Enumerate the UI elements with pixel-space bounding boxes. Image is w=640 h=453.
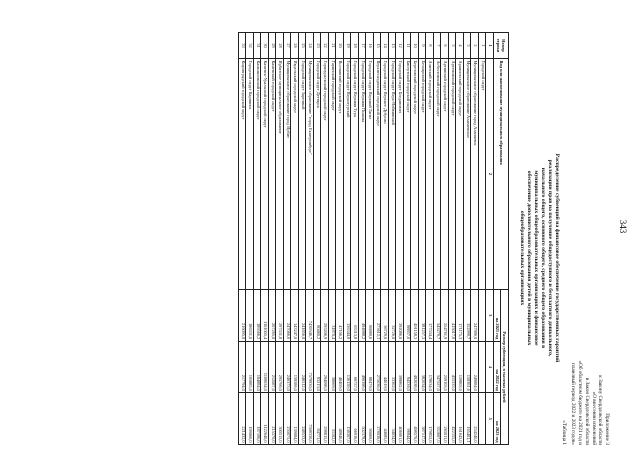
amount-2021: 216095,0 bbox=[239, 290, 247, 342]
amount-2022: 347557,0 bbox=[434, 341, 442, 393]
amount-2022: 294098,0 bbox=[321, 341, 329, 393]
header-index-5: 5 bbox=[486, 393, 494, 445]
header-municipality: Вид или наименование муниципального образования bbox=[494, 59, 509, 290]
amount-2023: 353607,0 bbox=[434, 393, 442, 445]
appendix-block bbox=[560, 300, 610, 445]
table-row bbox=[389, 33, 397, 445]
amount-2021: 186331,0 bbox=[246, 290, 254, 342]
title-line: реализации прав на получение общедоступного и бесплатного дошкольного, bbox=[547, 159, 554, 357]
municipality-name: Городской округ Богданович bbox=[396, 59, 404, 290]
title-line: обеспечение дополнительного образования детей в муниципальных bbox=[526, 170, 533, 346]
amount-2022: 217794,0 bbox=[239, 341, 247, 393]
amount-2022: 159803,0 bbox=[456, 341, 464, 393]
table-row bbox=[359, 33, 367, 445]
amount-2023: 44685,0 bbox=[381, 393, 389, 445]
row-number: 25 bbox=[299, 33, 307, 59]
amount-2022: 275036,0 bbox=[374, 341, 382, 393]
municipality-name: Городской округ Верхняя Тура bbox=[351, 59, 359, 290]
amount-2021: 1101005,4 bbox=[261, 290, 269, 342]
table-row bbox=[464, 33, 472, 445]
amount-2021: 381257,3 bbox=[419, 290, 427, 342]
amount-2023: 300513,0 bbox=[276, 393, 284, 445]
amount-2021: 494988,2 bbox=[359, 290, 367, 342]
row-number: 23 bbox=[314, 33, 322, 59]
table-row bbox=[434, 33, 442, 445]
table-row bbox=[344, 33, 352, 445]
amount-2021: 65313,8 bbox=[351, 290, 359, 342]
amount-2023: 1122640,0 bbox=[261, 393, 269, 445]
amount-2023: 406061,0 bbox=[396, 393, 404, 445]
row-number: 5 bbox=[449, 33, 457, 59]
table-row bbox=[396, 33, 404, 445]
amount-2022: 398862,0 bbox=[396, 341, 404, 393]
table-row bbox=[239, 33, 247, 445]
amount-2023: 84771,0 bbox=[314, 393, 322, 445]
title-line: Распределение субвенций на финансовое обеспечение государственных гарантий bbox=[554, 153, 560, 363]
amount-2023: 254240,0 bbox=[471, 393, 479, 445]
amount-2021: 171175,3 bbox=[456, 290, 464, 342]
appendix-line: в Закон Свердловской области bbox=[583, 377, 590, 445]
row-number: 3 bbox=[464, 33, 472, 59]
amount-2021: 247066,6 bbox=[284, 290, 292, 342]
amount-2023: 161643,0 bbox=[456, 393, 464, 445]
amount-2023: 248533,0 bbox=[299, 393, 307, 445]
row-number: 29 bbox=[269, 33, 277, 59]
municipality-name: Городской округ Заречный bbox=[299, 59, 307, 290]
subvention-table bbox=[238, 32, 509, 445]
row-number: 8 bbox=[426, 33, 434, 59]
table-row bbox=[449, 33, 457, 445]
table-label: «Таблица 1 bbox=[560, 420, 567, 445]
municipality-name: Березовский городской округ bbox=[411, 59, 419, 290]
appendix-line: «О внесении изменений bbox=[590, 391, 597, 445]
amount-2021: 491158,3 bbox=[411, 290, 419, 342]
amount-2021: 273612,1 bbox=[374, 290, 382, 342]
row-number: 2 bbox=[471, 33, 479, 59]
municipality-name: Муниципальное образование город Ирбит bbox=[284, 59, 292, 290]
row-number: 28 bbox=[276, 33, 284, 59]
municipality-name: Городской округ Верх-Нейвинский bbox=[389, 59, 397, 290]
table-row bbox=[269, 33, 277, 445]
amount-2022: 415333,0 bbox=[449, 341, 457, 393]
municipality-name: Городской округ Верхний Тагил bbox=[366, 59, 374, 290]
row-number: 32 bbox=[246, 33, 254, 59]
amount-2021: 254761,9 bbox=[441, 290, 449, 342]
municipality-name: Ачитский городской округ bbox=[426, 59, 434, 290]
appendix-line: к Закону Свердловской области bbox=[597, 375, 604, 445]
amount-2023: 96844,0 bbox=[404, 393, 412, 445]
municipality-name: Каменский городской округ bbox=[269, 59, 277, 290]
amount-2021: 31870,4 bbox=[329, 290, 337, 342]
table-body bbox=[239, 33, 487, 445]
table-row bbox=[336, 33, 344, 445]
amount-2023: 187190,0 bbox=[254, 393, 262, 445]
amount-2021: 177534,4 bbox=[426, 290, 434, 342]
amount-2021: 415017,9 bbox=[449, 290, 457, 342]
municipality-name: Горноуральский городской округ bbox=[321, 59, 329, 290]
municipality-name: Каменск-Уральский городской округ bbox=[261, 59, 269, 290]
amount-2022: 246512,0 bbox=[299, 341, 307, 393]
header-index-4: 4 bbox=[486, 341, 494, 393]
amount-2021: 207265,0 bbox=[269, 290, 277, 342]
amount-2023: 7598330,0 bbox=[306, 393, 314, 445]
amount-2021: 392086,0 bbox=[396, 290, 404, 342]
table-row bbox=[276, 33, 284, 445]
amount-2023: 498576,0 bbox=[411, 393, 419, 445]
amount-2023: 138307,0 bbox=[344, 393, 352, 445]
table-row bbox=[419, 33, 427, 445]
amount-2022: 44019,0 bbox=[381, 341, 389, 393]
amount-2021: 297531,8 bbox=[276, 290, 284, 342]
amount-2023: 221432,0 bbox=[239, 393, 247, 445]
row-number: 30 bbox=[261, 33, 269, 59]
amount-2021 bbox=[479, 290, 487, 342]
table-row bbox=[411, 33, 419, 445]
title-line: муниципальных общеобразовательных организациях и финансовое bbox=[533, 170, 540, 346]
municipality-name: Волчанский городской округ bbox=[336, 59, 344, 290]
municipality-name: Ивдельский городской округ bbox=[291, 59, 299, 290]
row-number: 1 bbox=[479, 33, 487, 59]
amount-2023: 215570,0 bbox=[269, 393, 277, 445]
row-number: 11 bbox=[404, 33, 412, 59]
table-row bbox=[299, 33, 307, 445]
amount-2022: 1109034,0 bbox=[261, 341, 269, 393]
amount-2023: 265011,0 bbox=[441, 393, 449, 445]
amount-2023: 199060,0 bbox=[246, 393, 254, 445]
table-row bbox=[254, 33, 262, 445]
row-number: 31 bbox=[254, 33, 262, 59]
amount-2022: 33362,0 bbox=[389, 341, 397, 393]
municipality-name: Ирбитское муниципальное образование bbox=[276, 59, 284, 290]
table-row bbox=[366, 33, 374, 445]
table-header bbox=[486, 33, 509, 445]
amount-2022: 94536,0 bbox=[404, 341, 412, 393]
municipality-name: Бисертский городской округ bbox=[404, 59, 412, 290]
row-number: 6 bbox=[441, 33, 449, 59]
amount-2021: 32726,0 bbox=[389, 290, 397, 342]
amount-2022: 259103,0 bbox=[441, 341, 449, 393]
amount-2023: 387517,0 bbox=[419, 393, 427, 445]
row-number: 7 bbox=[434, 33, 442, 59]
row-number: 13 bbox=[389, 33, 397, 59]
table-row bbox=[351, 33, 359, 445]
amount-2022: 496398,0 bbox=[359, 341, 367, 393]
header-2023: на 2023 год bbox=[494, 393, 502, 445]
amount-2022: 246373,0 bbox=[284, 341, 292, 393]
table-row bbox=[284, 33, 292, 445]
title-line: общеобразовательных организациях bbox=[519, 210, 526, 306]
amount-2022 bbox=[479, 341, 487, 393]
amount-2023: 139084,0 bbox=[291, 393, 299, 445]
table-row bbox=[426, 33, 434, 445]
row-number: 33 bbox=[239, 33, 247, 59]
amount-2022: 212087,0 bbox=[269, 341, 277, 393]
municipality-name: Городской округ Верхнее Дуброво bbox=[381, 59, 389, 290]
row-number: 24 bbox=[306, 33, 314, 59]
amount-2022: 492038,0 bbox=[411, 341, 419, 393]
municipality-name: Белоярский городской округ bbox=[419, 59, 427, 290]
header-index-1: 1 bbox=[486, 33, 494, 59]
amount-2023: 278036,0 bbox=[374, 393, 382, 445]
amount-2022: 136159,0 bbox=[344, 341, 352, 393]
municipality-name: Городской округ Карпинск bbox=[246, 59, 254, 290]
header-amount: Размер субвенции, в тысячах рублей bbox=[501, 290, 509, 445]
table-row bbox=[441, 33, 449, 445]
amount-2022: 30669,0 bbox=[329, 341, 337, 393]
row-number: 15 bbox=[374, 33, 382, 59]
row-number: 12 bbox=[396, 33, 404, 59]
amount-2023: 48846,0 bbox=[336, 393, 344, 445]
appendix-line: плановый период 2022 и 2023 годов» bbox=[570, 362, 577, 445]
row-number: 18 bbox=[351, 33, 359, 59]
amount-2021: 7439346,7 bbox=[306, 290, 314, 342]
table-row bbox=[456, 33, 464, 445]
amount-2023: 179852,0 bbox=[426, 393, 434, 445]
municipality-name: Камышловский городской округ bbox=[254, 59, 262, 290]
amount-2022: 83213,0 bbox=[314, 341, 322, 393]
table-row bbox=[314, 33, 322, 445]
amount-2022: 184884,0 bbox=[254, 341, 262, 393]
amount-2022: 48409,0 bbox=[336, 341, 344, 393]
amount-2022: 139586,0 bbox=[291, 341, 299, 393]
amount-2021: 88857,0 bbox=[404, 290, 412, 342]
row-number: 16 bbox=[366, 33, 374, 59]
document-title bbox=[519, 90, 560, 426]
row-number: 9 bbox=[419, 33, 427, 59]
row-number: 27 bbox=[284, 33, 292, 59]
header-2022: на 2022 год bbox=[494, 341, 502, 393]
amount-2023: 422155,0 bbox=[449, 393, 457, 445]
table-row bbox=[321, 33, 329, 445]
municipality-name: Кировградский городской округ bbox=[239, 59, 247, 290]
amount-2022: 195885,0 bbox=[246, 341, 254, 393]
row-number: 10 bbox=[411, 33, 419, 59]
header-index-3: 3 bbox=[486, 290, 494, 342]
amount-2022: 88476,0 bbox=[366, 341, 374, 393]
amount-2023: 298815,0 bbox=[321, 393, 329, 445]
amount-2023: 90069,0 bbox=[366, 393, 374, 445]
municipality-name: Городской округ Дегтярск bbox=[314, 59, 322, 290]
amount-2022: 249884,0 bbox=[471, 341, 479, 393]
title-line: начального общего, основного общего, среднего общего образования в bbox=[540, 167, 547, 349]
amount-2023: 502378,0 bbox=[359, 393, 367, 445]
amount-2021: 47106,2 bbox=[336, 290, 344, 342]
row-number: 14 bbox=[381, 33, 389, 59]
municipality-name: Верхнесалдинский городской округ bbox=[374, 59, 382, 290]
table-row bbox=[374, 33, 382, 445]
amount-2022: 7579930,0 bbox=[306, 341, 314, 393]
municipality-name: Арамильский городской округ bbox=[456, 59, 464, 290]
amount-2021: 241856,0 bbox=[299, 290, 307, 342]
table-row bbox=[246, 33, 254, 445]
table-row bbox=[381, 33, 389, 445]
amount-2023: 250075,0 bbox=[284, 393, 292, 445]
municipality-name: Городской округ Верхотурский bbox=[344, 59, 352, 290]
amount-2022: 382034,0 bbox=[419, 341, 427, 393]
amount-2022: 158361,6 bbox=[464, 341, 472, 393]
appendix-line: Приложение 3 bbox=[604, 413, 610, 445]
amount-2021: 36729,0 bbox=[381, 290, 389, 342]
municipality-name: Муниципальное образование Алапаевское bbox=[464, 59, 472, 290]
amount-2021: 136344,8 bbox=[344, 290, 352, 342]
row-number: 20 bbox=[336, 33, 344, 59]
amount-2021: 189566,2 bbox=[254, 290, 262, 342]
appendix-line: «Об областном бюджете на 2021 год и bbox=[577, 360, 584, 445]
header-index-2: 2 bbox=[486, 59, 494, 290]
amount-2021: 152999,7 bbox=[464, 290, 472, 342]
amount-2021: 143247,0 bbox=[291, 290, 299, 342]
page-number: 343 bbox=[618, 219, 628, 234]
municipality-name: Асбестовский городской округ bbox=[434, 59, 442, 290]
table-row bbox=[479, 33, 487, 445]
table-row bbox=[261, 33, 269, 445]
amount-2022: 66757,0 bbox=[351, 341, 359, 393]
amount-2021: 86889,6 bbox=[366, 290, 374, 342]
amount-2023: 66916,0 bbox=[351, 393, 359, 445]
municipality-name: Муниципальное образование город Алапаевск bbox=[471, 59, 479, 290]
amount-2023: 165401,1 bbox=[464, 393, 472, 445]
table-row bbox=[291, 33, 299, 445]
municipality-name: Артинский городской округ bbox=[441, 59, 449, 290]
amount-2023: 31102,0 bbox=[329, 393, 337, 445]
row-number: 17 bbox=[359, 33, 367, 59]
municipality-name: Городской округ bbox=[479, 59, 487, 290]
amount-2021: 343279,7 bbox=[434, 290, 442, 342]
municipality-name: Гаринский городской округ bbox=[329, 59, 337, 290]
amount-2023 bbox=[479, 393, 487, 445]
amount-2021: 80460,2 bbox=[314, 290, 322, 342]
table-row bbox=[329, 33, 337, 445]
amount-2022: 178634,0 bbox=[426, 341, 434, 393]
row-number: 21 bbox=[329, 33, 337, 59]
row-number: 4 bbox=[456, 33, 464, 59]
municipality-name: Городской округ Верхняя Пышма bbox=[359, 59, 367, 290]
amount-2021: 247986,0 bbox=[471, 290, 479, 342]
row-number: 26 bbox=[291, 33, 299, 59]
municipality-name: Муниципальное образование "город Екатеринбург" bbox=[306, 59, 314, 290]
amount-2021: 295206,9 bbox=[321, 290, 329, 342]
amount-2022: 295766,0 bbox=[276, 341, 284, 393]
table-row bbox=[471, 33, 479, 445]
header-row-number: Номер строки bbox=[494, 33, 509, 59]
amount-2023: 34034,0 bbox=[389, 393, 397, 445]
header-2021: на 2021 год bbox=[494, 290, 502, 342]
table-row bbox=[404, 33, 412, 445]
municipality-name: Артемовский городской округ bbox=[449, 59, 457, 290]
table-row bbox=[306, 33, 314, 445]
row-number: 22 bbox=[321, 33, 329, 59]
row-number: 19 bbox=[344, 33, 352, 59]
